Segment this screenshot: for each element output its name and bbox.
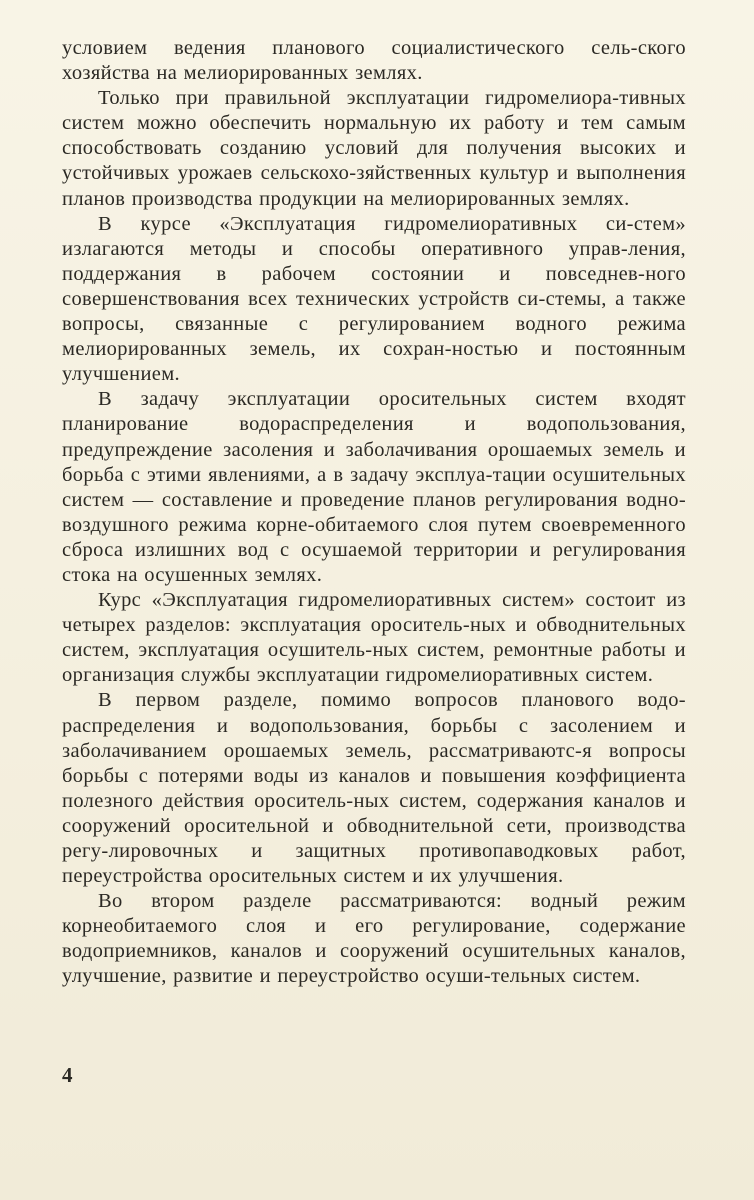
paragraph-operation-importance: Только при правильной эксплуатации гидромелиора-тивных систем можно обеспечить нормальную их работу и тем самым способствовать созданию условий для получения высоких и устойчивых урожаев сельскохо-зяйственных культур и выполнения планов производства продукции на мелиорированных землях. xyxy=(62,87,686,210)
paragraph-course-sections: Курс «Эксплуатация гидромелиоративных систем» состоит из четырех разделов: эксплуатация ороситель-ных и обводнительных систем, эксплуатация осушитель-ных систем, ремонтные работы и организация службы эксплуатации гидромелиоративных систем. xyxy=(62,589,686,687)
paragraph-first-section: В первом разделе, помимо вопросов планового водо-распределения и водопользования, борьбы с засолением и заболачиванием орошаемых земель, рассматриваютс-я вопросы борьбы с потерями воды из каналов и повышения коэффициента полезного действия ороситель-ных систем, содержания каналов и сооружений оросительной и обводнительной сети, производства регу-лировочных и защитных противопаводковых работ, переустройства оросительных систем и их улучшения. xyxy=(62,689,686,888)
paragraph-irrigation-tasks: В задачу эксплуатации оросительных систем входят планирование водораспределения и водопользования, предупреждение засоления и заболачивания орошаемых земель и борьба с этими явлениями, а в задачу эксплуа-тации осушительных систем — составление и проведение планов регулирования водно-воздушного режима корне-обитаемого слоя путем своевременного сброса излишних вод с осушаемой территории и регулирования стока на осушенных землях. xyxy=(62,388,686,586)
body-text xyxy=(62,36,686,990)
paragraph-continuation: условием ведения планового социалистического сель-ского хозяйства на мелиорированных землях. xyxy=(62,37,686,85)
page-number: 4 xyxy=(62,1063,73,1087)
paragraph-course-content: В курсе «Эксплуатация гидромелиоративных си-стем» излагаются методы и способы оперативного управ-ления, поддержания в рабочем состоянии и повседнев-ного совершенствования всех технических устройств си-стемы, а также вопросы, связанные с регулированием водного режима мелиорированных земель, их сохран-ностью и постоянным улучшением. xyxy=(62,212,686,386)
paragraph-second-section: Во втором разделе рассматриваются: водный режим корнеобитаемого слоя и его регулирование, содержание водоприемников, каналов и сооружений осушительных каналов, улучшение, развитие и переустройство осуши-тельных систем. xyxy=(62,890,686,988)
